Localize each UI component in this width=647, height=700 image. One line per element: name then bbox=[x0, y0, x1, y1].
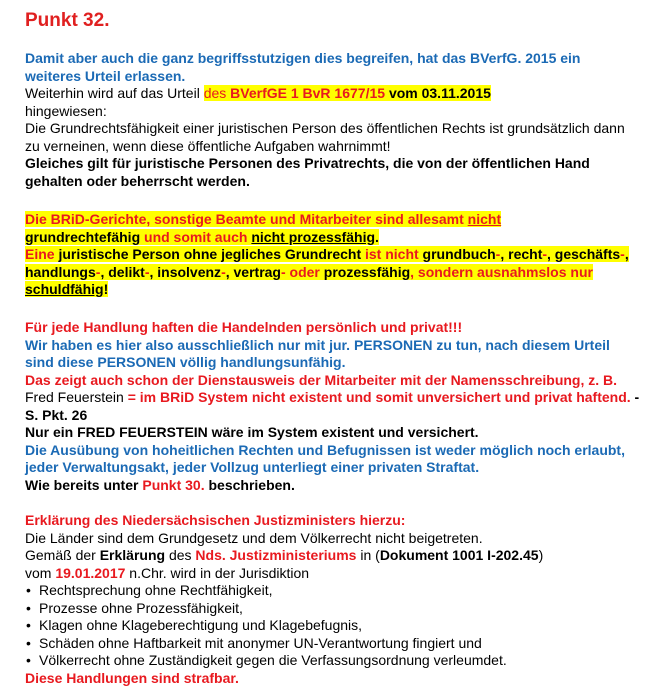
reference-date: vom 03.11.2015 bbox=[388, 85, 491, 101]
liability-line-4: Nur ein FRED FEUERSTEIN wäre im System existent und versichert. bbox=[25, 424, 479, 440]
v3: n.Chr. wird in der Jurisdiktion bbox=[125, 564, 310, 581]
intro-line: Damit aber auch die ganz begriffsstutzigen dies begreifen, hat das BVerfG. 2015 ein weiteres Urteil erlassen. bbox=[25, 50, 581, 84]
list-item: • Klagen ohne Klageberechtigung und Klagebefugnis, bbox=[25, 617, 640, 635]
l6-a: Wie bereits unter bbox=[25, 476, 143, 493]
s2-b16: , vertrag bbox=[225, 263, 281, 280]
l3-b: Fred Feuerstein bbox=[25, 389, 128, 405]
s2-b15: - bbox=[221, 263, 226, 280]
liability-line-3 bbox=[25, 372, 640, 425]
s2-b12: , delikt bbox=[100, 263, 145, 280]
highlight-section bbox=[25, 211, 640, 299]
statement-1-d: nicht prozessfähig bbox=[251, 228, 376, 245]
s2-b3: ist nicht bbox=[365, 246, 419, 262]
s2-b11: - bbox=[95, 263, 101, 280]
ministry-bullet-list bbox=[25, 582, 640, 670]
ministry-line-1: Die Länder sind dem Grundgesetz und dem Völkerrecht nicht beigetreten. bbox=[25, 529, 483, 546]
list-item: • Rechtsprechung ohne Rechtfähigkeit, bbox=[25, 582, 640, 600]
l6-b: Punkt 30. bbox=[142, 476, 205, 493]
statement-1-a: Die BRiD-Gerichte, sonstige Beamte und Mitarbeiter sind allesamt bbox=[25, 211, 468, 227]
s2-b21: schuldfähig bbox=[25, 281, 104, 297]
reference-des: des bbox=[203, 85, 227, 101]
quote-line-1: Die Grundrechtsfähigkeit einer juristischen Person des öffentlichen Rechts ist grundsätzlich dann zu verneinen, wenn diese öffentliche Aufgaben wahrnimmt! bbox=[25, 120, 625, 154]
ministry-line-3 bbox=[25, 565, 640, 583]
statement-1-nicht: nicht bbox=[467, 211, 502, 227]
liability-line-2: Wir haben es hier also ausschließlich nur mit jur. PERSONEN zu tun, nach diesem Urteil sind diese PERSONEN völlig handlungsunfähig. bbox=[25, 336, 610, 370]
reference-prefix: Weiterhin wird auf das Urteil bbox=[25, 85, 204, 101]
s2-b22: ! bbox=[103, 281, 109, 297]
ministry-line-2 bbox=[25, 547, 640, 565]
v1: vom bbox=[25, 564, 56, 581]
l3-c: = im BRiD System nicht existent und somit unversichert und privat haftend. bbox=[127, 389, 631, 405]
reference-suffix: hingewiesen: bbox=[25, 102, 107, 119]
l3-a: Das zeigt auch schon der Dienstausweis der Mitarbeiter mit der Namensschreibung, z. B. bbox=[25, 371, 618, 388]
g2: Erklärung bbox=[99, 547, 166, 563]
l6-c: beschrieben. bbox=[204, 476, 295, 493]
page-title: Punkt 32. bbox=[25, 10, 110, 31]
s2-b5: - bbox=[495, 246, 501, 262]
liability-line-1: Für jede Handlung haften die Handelnden persönlich und privat!!! bbox=[25, 319, 463, 335]
list-item: • Schäden ohne Haftbarkeit mit anonymer UN-Verantwortung fingiert und bbox=[25, 635, 640, 653]
statement-1-b: grundrechtefähig bbox=[25, 228, 141, 245]
g6: Dokument 1001 I-202.45 bbox=[379, 547, 539, 563]
statement-1-e: . bbox=[375, 228, 379, 245]
s2-b6: , recht bbox=[500, 246, 543, 262]
s2-b1: Eine bbox=[25, 246, 55, 262]
s2-b17: - bbox=[280, 263, 286, 280]
closing-line: Diese Handlungen sind strafbar. bbox=[25, 669, 239, 686]
l3-d: - S. Pkt. 26 bbox=[25, 389, 640, 423]
s2-b2: juristische Person ohne jegliches Grundrecht bbox=[54, 246, 365, 262]
ministry-heading: Erklärung des Niedersächsischen Justizministers hierzu: bbox=[25, 512, 406, 528]
v2: 19.01.2017 bbox=[55, 564, 126, 581]
s2-b19: prozessfähig bbox=[319, 263, 411, 280]
statement-1 bbox=[25, 211, 640, 246]
s2-b14: , insolvenz bbox=[149, 263, 222, 280]
s2-b13: - bbox=[144, 263, 150, 280]
quote-line-2: Gleiches gilt für juristische Personen des Privatrechts, die von der öffentlichen Hand gehalten oder beherrscht werden. bbox=[25, 155, 590, 189]
s2-b20: , sondern ausnahmslos nur bbox=[410, 263, 593, 280]
g5: in ( bbox=[356, 547, 380, 563]
list-item: • Prozesse ohne Prozessfähigkeit, bbox=[25, 600, 640, 618]
s2-b4: grundbuch bbox=[418, 246, 496, 262]
intro-section bbox=[25, 50, 640, 190]
g3: des bbox=[165, 547, 196, 563]
g7: ) bbox=[538, 547, 544, 563]
reference-line bbox=[25, 85, 640, 120]
s2-b18: oder bbox=[285, 263, 320, 280]
g4: Nds. Justizministeriums bbox=[195, 547, 357, 563]
s2-b9: - bbox=[620, 246, 625, 262]
s2-b10: , handlungs bbox=[25, 246, 629, 280]
statement-1-c: und somit auch bbox=[140, 228, 252, 245]
reference-code: BVerfGE 1 BvR 1677/15 bbox=[230, 85, 386, 101]
ministry-section bbox=[25, 512, 640, 687]
g1: Gemäß der bbox=[25, 547, 100, 563]
s2-b7: - bbox=[542, 246, 548, 262]
list-item: • Völkerrecht ohne Zuständigkeit gegen die Verfassungsordnung verleumdet. bbox=[25, 652, 640, 670]
liability-line-5: Die Ausübung von hoheitlichen Rechten und Befugnissen ist weder möglich noch erlaubt, jeder Verwaltungsakt, jeder Vollzug unterliegt einer privaten Straftat. bbox=[25, 441, 625, 475]
liability-line-6 bbox=[25, 477, 640, 495]
statement-2 bbox=[25, 246, 640, 299]
reference-highlight bbox=[204, 85, 491, 101]
s2-b8: , geschäfts bbox=[547, 246, 621, 262]
liability-section bbox=[25, 319, 640, 494]
